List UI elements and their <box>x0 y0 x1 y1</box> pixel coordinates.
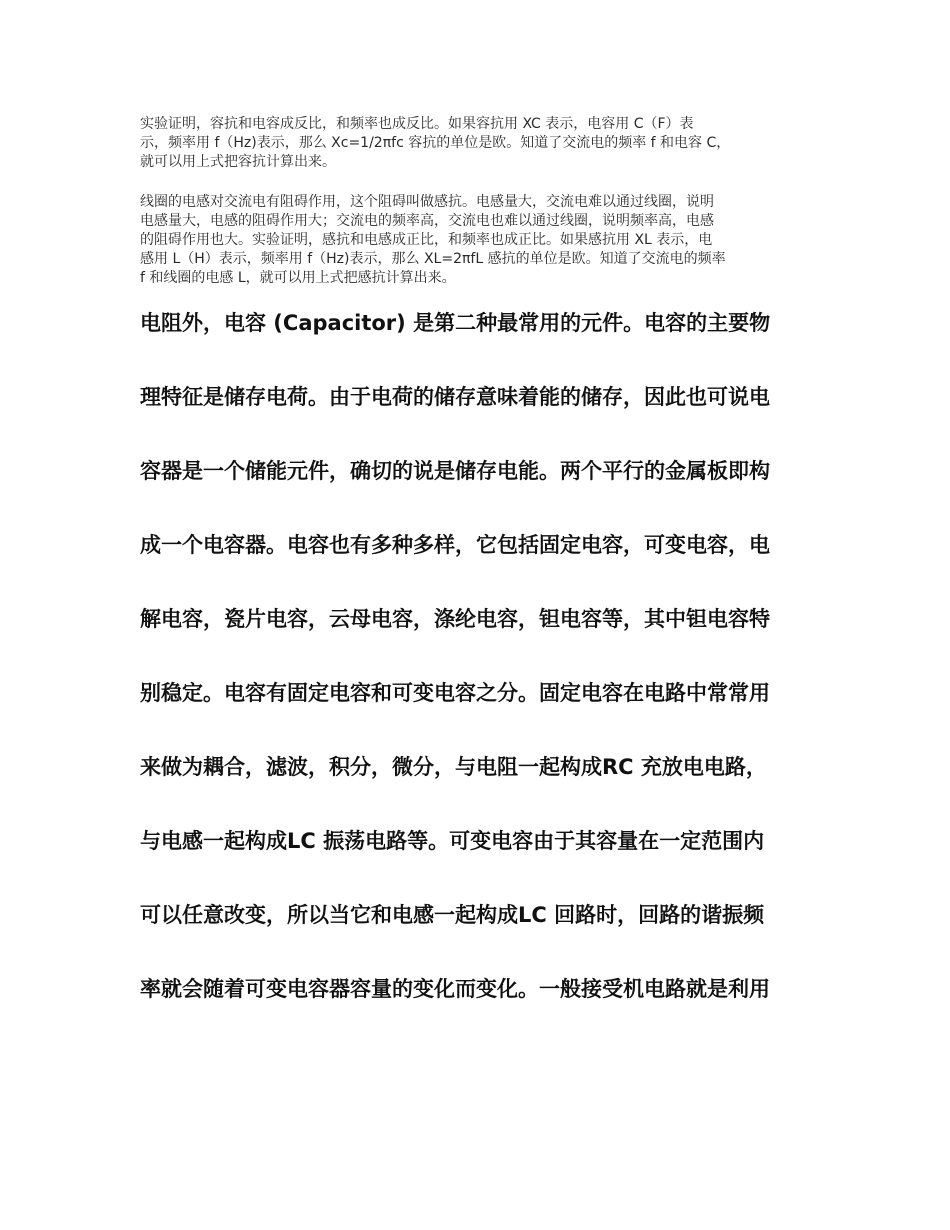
text-line: 的阻碍作用也大。实验证明，感抗和电感成正比，和频率也成正比。如果感抗用 XL 表示，电 <box>140 232 713 248</box>
text-line: 线圈的电感对交流电有阻碍作用，这个阻碍叫做感抗。电感量大，交流电难以通过线圈，说明 <box>140 194 714 210</box>
inductive-reactance-paragraph <box>140 193 812 288</box>
capacitor-overview-paragraph <box>140 306 840 1046</box>
text-line: 可以任意改变，所以当它和电感一起构成LC 回路时，回路的谐振频 <box>140 903 765 927</box>
text-line: 电感量大，电感的阻碍作用大；交流电的频率高，交流电也难以通过线圈，说明频率高，电感 <box>140 213 714 229</box>
capacitive-reactance-paragraph <box>140 115 812 172</box>
text-line: 实验证明，容抗和电容成反比，和频率也成反比。如果容抗用 XC 表示，电容用 C（F）表 <box>140 116 694 132</box>
text-line: 容器是一个储能元件，确切的说是储存电能。两个平行的金属板即构 <box>140 459 770 483</box>
text-line: 就可以用上式把容抗计算出来。 <box>140 154 336 170</box>
text-line: 率就会随着可变电容器容量的变化而变化。一般接受机电路就是利用 <box>140 977 770 1001</box>
text-line: f 和线圈的电感 L，就可以用上式把感抗计算出来。 <box>140 270 456 286</box>
text-line: 示，频率用 f（Hz)表示，那么 Xc=1/2πfc 容抗的单位是欧。知道了交流电的频率 f 和电容 C， <box>140 135 731 151</box>
text-line: 解电容，瓷片电容，云母电容，涤纶电容，钽电容等，其中钽电容特 <box>140 607 770 631</box>
text-line: 来做为耦合，滤波，积分，微分，与电阻一起构成RC 充放电电路， <box>140 755 767 779</box>
text-line: 别稳定。电容有固定电容和可变电容之分。固定电容在电路中常常用 <box>140 681 770 705</box>
text-line: 与电感一起构成LC 振荡电路等。可变电容由于其容量在一定范围内 <box>140 829 765 853</box>
text-line: 成一个电容器。电容也有多种多样，它包括固定电容，可变电容，电 <box>140 533 770 557</box>
text-line: 电阻外，电容 (Capacitor) 是第二种最常用的元件。电容的主要物 <box>140 311 771 335</box>
text-line: 感用 L（H）表示，频率用 f（Hz)表示，那么 XL=2πfL 感抗的单位是欧。知道了交流电的频率 <box>140 251 726 267</box>
text-line: 理特征是储存电荷。由于电荷的储存意味着能的储存，因此也可说电 <box>140 385 770 409</box>
